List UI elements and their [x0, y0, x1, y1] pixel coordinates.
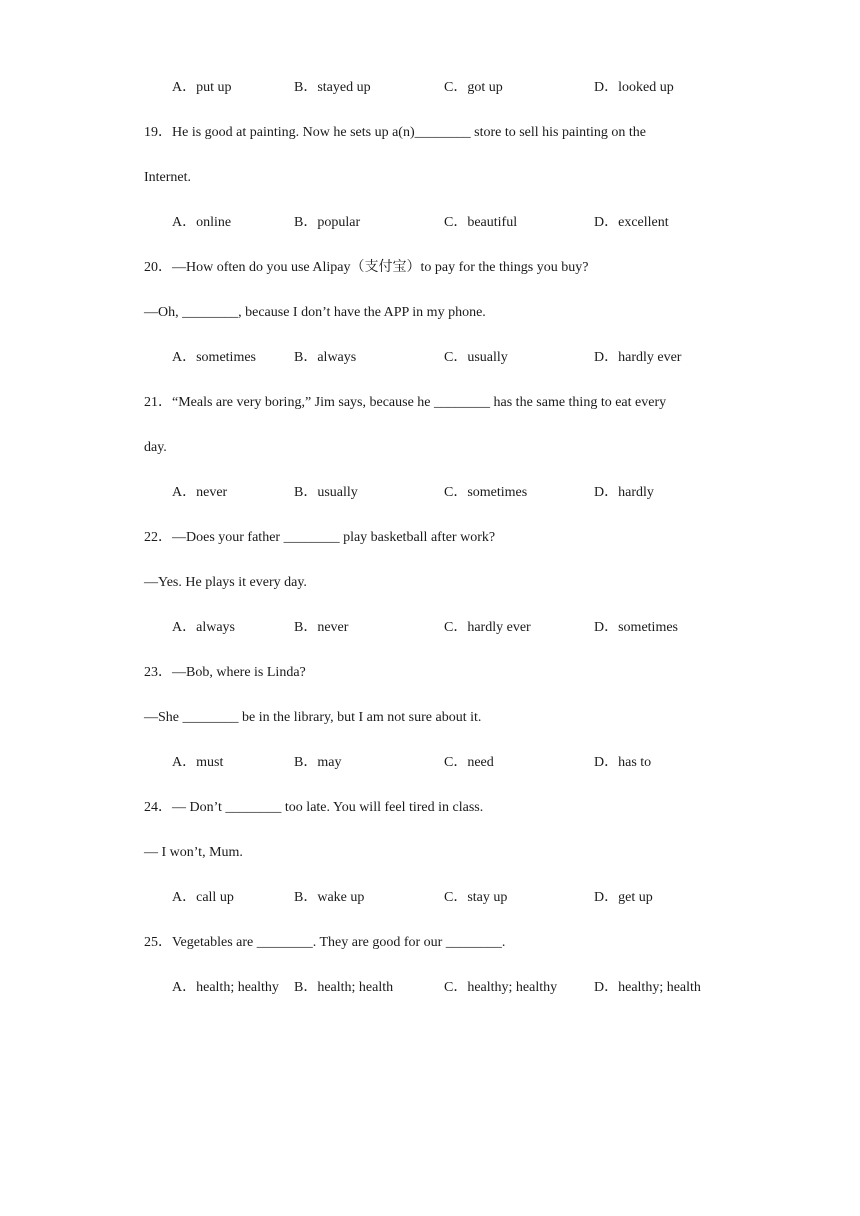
option-c: C．usually [444, 350, 508, 365]
option-c: C．need [444, 755, 494, 770]
option-c: C．stay up [444, 890, 508, 905]
question-25-stem: 25．Vegetables are ________. They are good for our ________. [144, 935, 506, 950]
option-b: B．always [294, 350, 357, 365]
option-d: D．excellent [594, 215, 669, 230]
question-24-response: — I won’t, Mum. [144, 845, 243, 860]
option-a: A．always [172, 620, 235, 635]
option-d: D．hardly ever [594, 350, 682, 365]
option-a: A．put up [172, 80, 232, 95]
question-25-options [0, 978, 860, 998]
option-d: D．sometimes [594, 620, 678, 635]
option-d: D．healthy; health [594, 980, 701, 995]
option-c: C．got up [444, 80, 503, 95]
option-d: D．looked up [594, 80, 674, 95]
option-c: C．beautiful [444, 215, 518, 230]
option-a: A．online [172, 215, 232, 230]
option-c: C．sometimes [444, 485, 528, 500]
question-22-stem: 22．—Does your father ________ play basketball after work? [144, 530, 496, 545]
question-21-stem-continued: day. [144, 440, 167, 455]
option-a: A．sometimes [172, 350, 256, 365]
question-19-stem: 19．He is good at painting. Now he sets up a(n)________ store to sell his painting on the [144, 125, 646, 140]
option-a: A．never [172, 485, 228, 500]
option-a: A．call up [172, 890, 234, 905]
option-c: C．healthy; healthy [444, 980, 558, 995]
question-23-stem: 23．—Bob, where is Linda? [144, 665, 306, 680]
option-b: B．usually [294, 485, 358, 500]
question-24-stem: 24．— Don’t ________ too late. You will feel tired in class. [144, 800, 484, 815]
question-20-stem: 20．—How often do you use Alipay（支付宝）to pay for the things you buy? [144, 260, 589, 275]
option-b: B．stayed up [294, 80, 371, 95]
option-a: A．health; healthy [172, 980, 279, 995]
option-d: D．hardly [594, 485, 654, 500]
question-23-response: —She ________ be in the library, but I am not sure about it. [144, 710, 482, 725]
option-a: A．must [172, 755, 224, 770]
question-20-options [0, 348, 860, 368]
option-b: B．may [294, 755, 342, 770]
question-21-options [0, 483, 860, 503]
question-18-options [0, 78, 860, 98]
option-b: B．never [294, 620, 349, 635]
question-23-options [0, 753, 860, 773]
option-b: B．wake up [294, 890, 365, 905]
option-c: C．hardly ever [444, 620, 531, 635]
option-d: D．has to [594, 755, 652, 770]
question-24-options [0, 888, 860, 908]
question-20-response: —Oh, ________, because I don’t have the APP in my phone. [144, 305, 486, 320]
question-19-options [0, 213, 860, 233]
question-22-options [0, 618, 860, 638]
option-b: B．health; health [294, 980, 394, 995]
option-b: B．popular [294, 215, 361, 230]
question-21-stem: 21．“Meals are very boring,” Jim says, because he ________ has the same thing to eat every [144, 395, 667, 410]
question-19-stem-continued: Internet. [144, 170, 192, 185]
option-d: D．get up [594, 890, 653, 905]
question-22-response: —Yes. He plays it every day. [144, 575, 307, 590]
